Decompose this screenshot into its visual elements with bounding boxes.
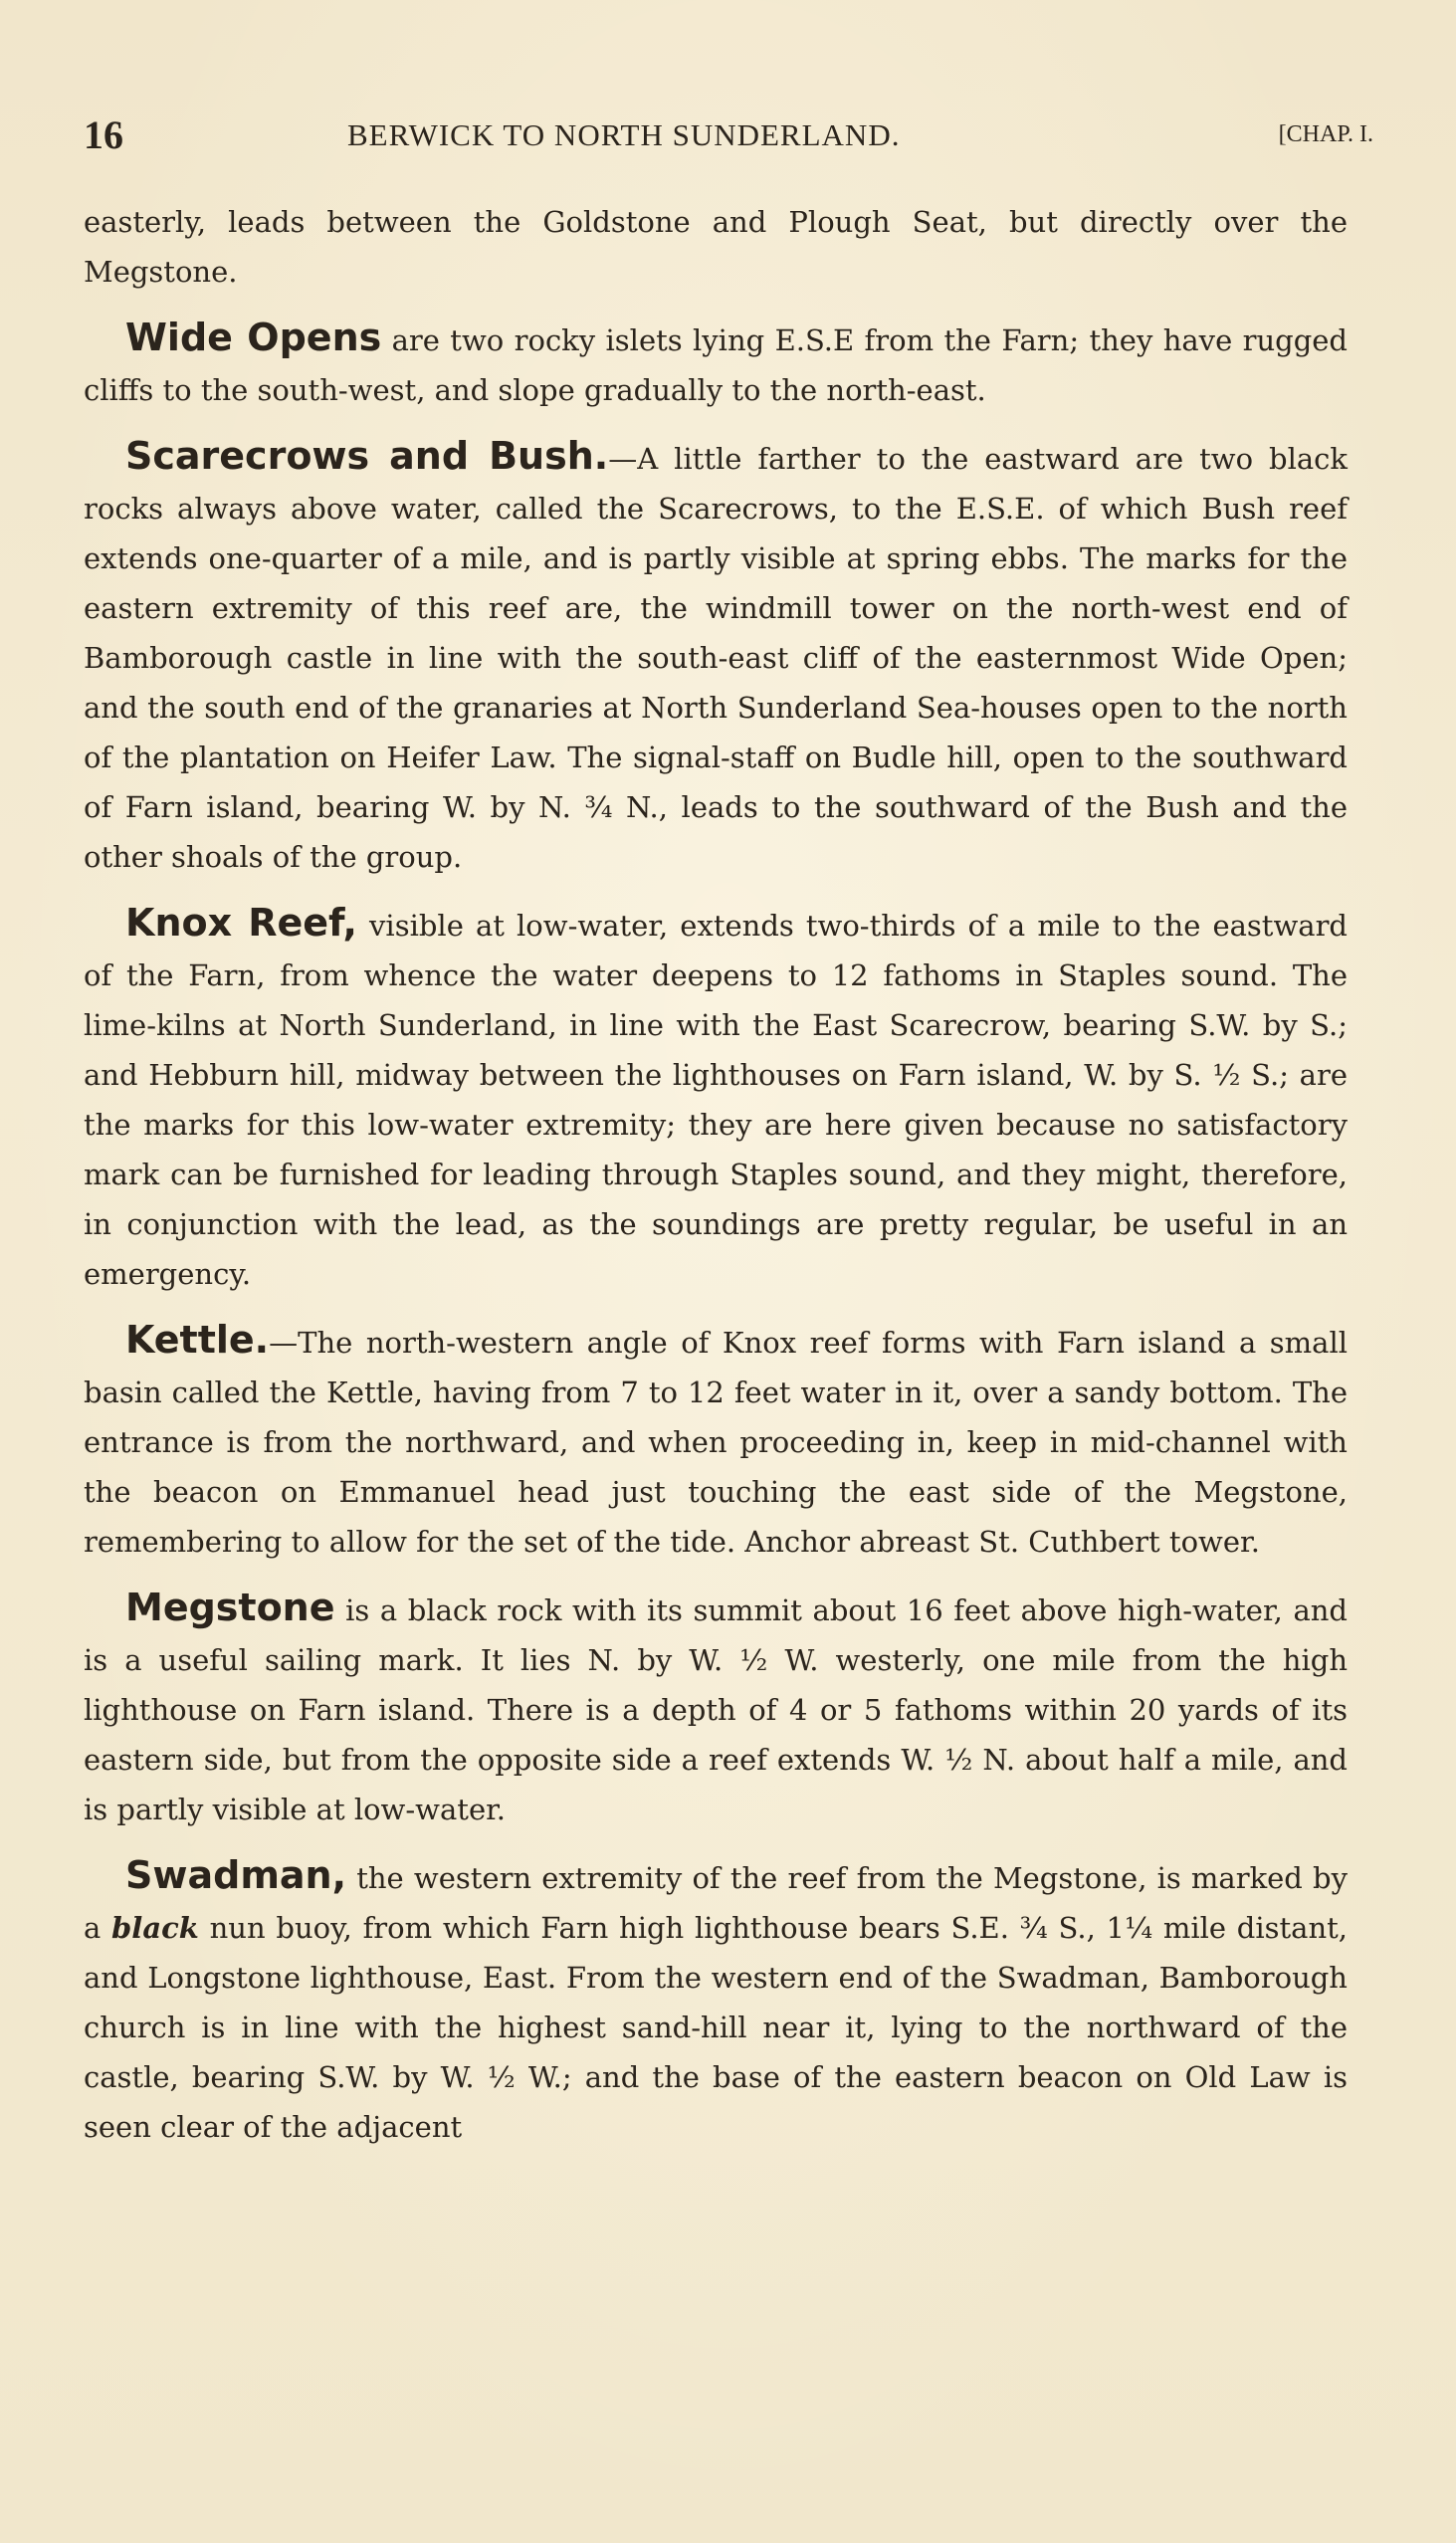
paragraph-text: —The north-western angle of Knox reef forms with Farn island a small basin called the Kettle, having from 7 to 12 feet water in it, over a sandy bottom. The entrance is from the northward, and when proceeding in, keep in mid-channel with the beacon on Emmanuel head just touching the east side of the Megstone, remembering to allow for the set of the tide. Anchor abreast St. Cuthbert tower. [84, 1326, 1348, 1559]
paragraph-text: are two rocky islets lying E.S.E from the Farn; they have rugged cliffs to the south-west, and slope gradually to the north-east. [84, 323, 1348, 407]
paragraph-wide-opens [84, 313, 1348, 415]
paragraph-text: —A little farther to the eastward are two black rocks always above water, called the Scarecrows, to the E.S.E. of which Bush reef extends one-quarter of a mile, and is partly visible at spring ebbs. The marks for the eastern extremity of this reef are, the windmill tower on the north-west end of Bamborough castle in line with the south-east cliff of the easternmost Wide Open; and the south end of the granaries at North Sunderland Sea-houses open to the north of the plantation on Heifer Law. The signal-staff on Budle hill, open to the southward of Farn island, bearing W. by N. ¾ N., leads to the southward of the Bush and the other shoals of the group. [84, 442, 1348, 874]
section-heading: Scarecrows and Bush. [125, 434, 609, 478]
page-number: 16 [84, 112, 123, 157]
paragraph-text: the western extremity of the reef from the Megstone, is marked by a [84, 1861, 1348, 1945]
paragraph-text: is a black rock with its summit about 16 feet above high-water, and is a useful sailing mark. It lies N. by W. ½ W. westerly, one mile from the high lighthouse on Farn island. There is a depth of 4 or 5 fathoms within 20 yards of its eastern side, but from the opposite side a reef extends W. ½ N. about half a mile, and is partly visible at low-water. [84, 1593, 1348, 1826]
paragraph-scarecrows-and-bush [84, 431, 1348, 882]
paragraph-knox-reef [84, 898, 1348, 1299]
italic-emphasis: black [111, 1911, 199, 1945]
section-heading: Kettle. [125, 1318, 270, 1362]
section-heading: Megstone [125, 1586, 335, 1629]
paragraph-text: visible at low-water, extends two-thirds of a mile to the eastward of the Farn, from whence the water deepens to 12 fathoms in Staples sound. The lime-kilns at North Sunderland, in line with the East Scarecrow, bearing S.W. by S.; and Hebburn hill, midway between the lighthouses on Farn island, W. by S. ½ S.; are the marks for this low-water extremity; they are here given because no satisfactory mark can be furnished for leading through Staples sound, and they might, therefore, in conjunction with the lead, as the soundings are pretty regular, be useful in an emergency. [84, 909, 1348, 1291]
paragraph-text: easterly, leads between the Goldstone and Plough Seat, but directly over the Megstone. [84, 205, 1348, 289]
body-text [84, 197, 1348, 2168]
section-heading: Swadman, [125, 1853, 347, 1897]
section-heading: Wide Opens [125, 316, 382, 359]
chapter-label: [CHAP. I. [1278, 121, 1373, 147]
paragraph-continuation [84, 197, 1348, 297]
paragraph-text: nun buoy, from which Farn high lighthouse bears S.E. ¾ S., 1¼ mile distant, and Longstone lighthouse, East. From the western end of the Swadman, Bamborough church is in line with the highest sand-hill near it, lying to the northward of the castle, bearing S.W. by W. ½ W.; and the base of the eastern beacon on Old Law is seen clear of the adjacent [84, 1911, 1348, 2144]
page-header [84, 111, 1373, 171]
paragraph-swadman [84, 1850, 1348, 2152]
running-title: BERWICK TO NORTH SUNDERLAND. [347, 117, 901, 152]
paragraph-megstone [84, 1583, 1348, 1834]
section-heading: Knox Reef, [125, 901, 357, 945]
paragraph-kettle [84, 1315, 1348, 1567]
